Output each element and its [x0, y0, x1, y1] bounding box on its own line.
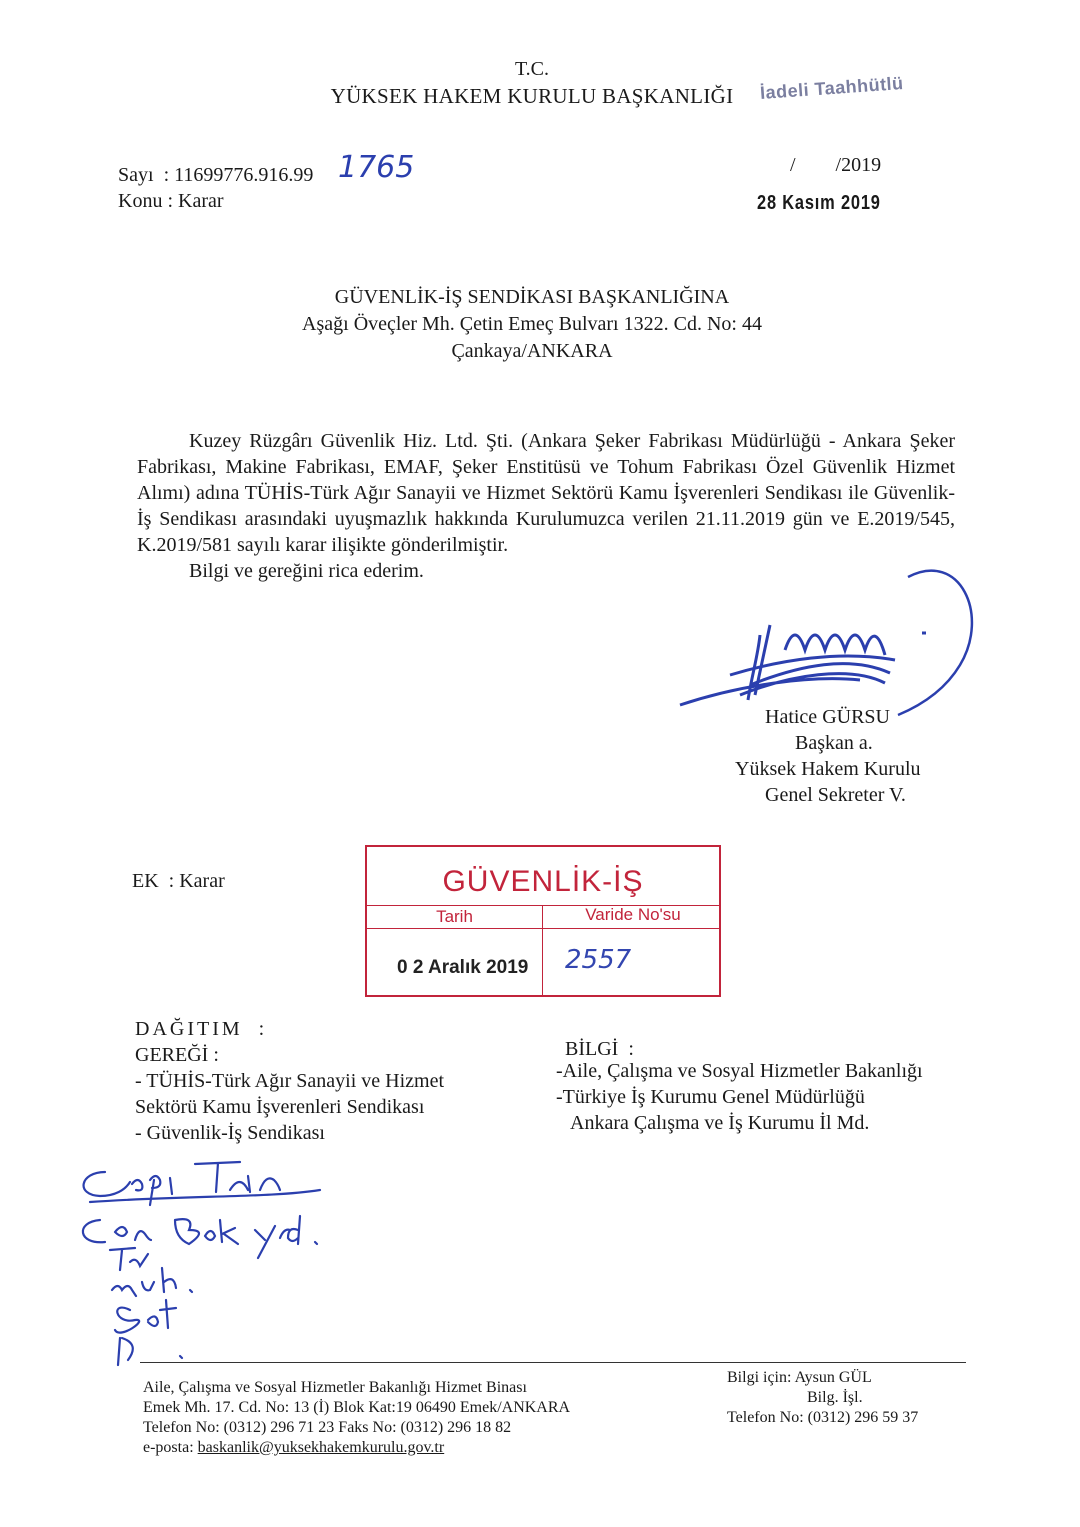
footer-info-label: Bilgi için: Aysun GÜL	[727, 1369, 872, 1386]
registry-stamp-date: 0 2 Aralık 2019	[397, 957, 529, 978]
signer-name: Hatice GÜRSU	[765, 706, 890, 728]
konu-label: Konu	[118, 190, 163, 212]
registry-stamp-col-varide: Varide No'su	[585, 905, 681, 924]
sayi-number: 11699776.916.99	[174, 164, 314, 186]
list-item: -Türkiye İş Kurumu Genel Müdürlüğü	[556, 1086, 865, 1108]
signer-title-2: Yüksek Hakem Kurulu	[735, 758, 921, 780]
sayi-label: Sayı	[118, 164, 154, 186]
footer-email-label: e-posta:	[143, 1439, 194, 1456]
registry-stamp-col-tarih: Tarih	[436, 907, 473, 926]
footer-info-phone: Telefon No: (0312) 296 59 37	[727, 1409, 919, 1426]
distribution-title-text: DAĞITIM	[135, 1018, 243, 1040]
date-line: / /2019	[790, 154, 882, 176]
body-paragraph: Kuzey Rüzgârı Güvenlik Hiz. Ltd. Şti. (Ankara Şeker Fabrikası Müdürlüğü - Ankara Şeker Fabrikası, Makine Fabrikası, EMAF, Şeker Enstitüsü ve Tohum Fabrikası Özel Güvenlik Hizmet Alımı) adına TÜHİS-Türk Ağır Sanayii ve Hizmet Sektörü Kamu İşverenleri Sendikası ile Güvenlik-İş Sendikası arasındaki uyuşmazlık hakkında Kurulumuzca verilen 21.11.2019 gün ve E.2019/545, K.2019/581 sayılı karar ilişikte gönderilmiştir.	[137, 430, 955, 556]
footer-email-line	[143, 1438, 570, 1458]
header-organization: YÜKSEK HAKEM KURULU BAŞKANLIĞI	[330, 84, 734, 108]
bilgi-list	[556, 1058, 923, 1136]
registry-stamp	[365, 845, 721, 997]
konu-value: Karar	[178, 190, 224, 212]
konu-line: Konu : Karar	[118, 190, 224, 212]
registry-stamp-title: GÜVENLİK-İŞ	[442, 865, 644, 898]
list-item: - TÜHİS-Türk Ağır Sanayii ve Hizmet	[135, 1070, 445, 1092]
date-stamp: 28 Kasım 2019	[757, 192, 881, 214]
list-item: Ankara Çalışma ve İş Kurumu İl Md.	[570, 1112, 870, 1134]
header-tc: T.C.	[514, 58, 550, 80]
footer-email-link[interactable]: baskanlik@yuksekhakemkurulu.gov.tr	[197, 1439, 445, 1456]
footer-address-2: Emek Mh. 17. Cd. No: 13 (İ) Blok Kat:19 06490 Emek/ANKARA	[143, 1399, 571, 1416]
signer-title-1: Başkan a.	[795, 732, 873, 754]
footer-address-block	[143, 1378, 570, 1458]
handwritten-note-icon	[70, 1150, 370, 1380]
sayi-handwritten: 1765	[338, 150, 415, 185]
registered-mail-stamp: İadeli Taahhütlü	[759, 73, 905, 103]
addressee-city: Çankaya/ANKARA	[451, 340, 613, 362]
signer-title-3: Genel Sekreter V.	[765, 784, 906, 806]
signer-block	[735, 704, 921, 808]
footer-info-title: Bilg. İşl.	[807, 1389, 863, 1406]
list-item: -Aile, Çalışma ve Sosyal Hizmetler Bakanlığı	[556, 1060, 923, 1082]
addressee-block	[0, 284, 1064, 365]
addressee-name: GÜVENLİK-İŞ SENDİKASI BAŞKANLIĞINA	[334, 286, 730, 308]
footer-address-1: Aile, Çalışma ve Sosyal Hizmetler Bakanlığı Hizmet Binası	[143, 1379, 527, 1396]
registry-stamp-divider	[542, 905, 543, 997]
attachment-line: EK : Karar	[132, 870, 225, 892]
footer-phone: Telefon No: (0312) 296 71 23 Faks No: (0312) 296 18 82	[143, 1419, 512, 1436]
list-item: Sektörü Kamu İşverenleri Sendikası	[135, 1096, 425, 1118]
geregi-title-text: GEREĞİ	[135, 1044, 209, 1066]
sayi-line: Sayı : 11699776.916.99	[118, 164, 314, 186]
addressee-street: Aşağı Öveçler Mh. Çetin Emeç Bulvarı 1322. Cd. No: 44	[302, 313, 762, 335]
bilgi-title-text: BİLGİ	[565, 1038, 619, 1060]
footer-divider	[140, 1362, 966, 1363]
bilgi-title: BİLGİ :	[565, 1038, 634, 1060]
geregi-list	[135, 1068, 444, 1146]
registry-stamp-number: 2557	[565, 945, 632, 975]
body-closing: Bilgi ve gereğini rica ederim.	[189, 560, 424, 582]
list-item: - Güvenlik-İş Sendikası	[135, 1122, 325, 1144]
ek-value: Karar	[179, 870, 225, 892]
ek-label: EK	[132, 870, 159, 892]
distribution-title: DAĞITIM :	[135, 1018, 268, 1040]
geregi-title: GEREĞİ :	[135, 1044, 219, 1066]
footer-contact-block	[727, 1368, 918, 1428]
